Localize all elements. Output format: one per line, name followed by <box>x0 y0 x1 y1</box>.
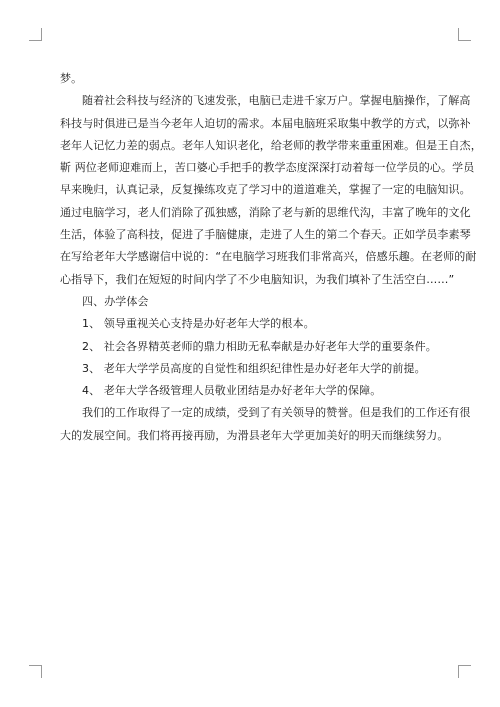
list-item: 2、 社会各界精英老师的鼎力相助无私奉献是办好老年大学的重要条件。 <box>82 339 437 353</box>
document-body <box>60 68 482 447</box>
text-line: 大的发展空间。我们将再接再励，为滑县老年大学更加美好的明天而继续努力。 <box>60 428 449 442</box>
paragraph-continuation: 梦。 <box>60 72 83 85</box>
text-line: 随着社会科技与经济的飞速发张，电脑已走进千家万户。掌握电脑操作，了解高 <box>82 94 471 108</box>
paragraph-learning-experience <box>60 90 482 291</box>
text-line: 老年人记忆力差的弱点。老年人知识老化，给老师的教学带来重重困难。但是王自杰， <box>60 138 482 152</box>
text-line: 生活，体验了高科技，促进了手脑健康，走进了人生的第二个春天。正如学员李素琴 <box>60 228 471 242</box>
text-line: 我们的工作取得了一定的成绩，受到了有关领导的赞誉。但是我们的工作还有很 <box>82 406 471 420</box>
paragraph-conclusion <box>60 402 471 447</box>
list-item: 4、 老年大学各级管理人员敬业团结是办好老年大学的保障。 <box>82 384 382 398</box>
text-line: 心指导下，我们在短短的时间内学了不少电脑知识，为我们填补了生活空白……” <box>60 272 455 286</box>
text-line: 科技与时俱进已是当今老年人迫切的需求。本届电脑班采取集中教学的方式，以弥补 <box>60 116 471 130</box>
text-line: 通过电脑学习，老人们消除了孤独感，消除了老与新的思维代沟，丰富了晚年的文化 <box>60 205 471 219</box>
crop-mark-top-left <box>29 28 42 41</box>
list-item: 3、 老年大学学员高度的自觉性和组织纪律性是办好老年大学的前提。 <box>82 361 426 375</box>
text-line: 靳 两位老师迎难而上，苦口婆心手把手的教学态度深深打动着每一位学员的心。学员 <box>60 161 475 175</box>
numbered-list <box>60 313 450 402</box>
crop-mark-bottom-left <box>29 665 42 678</box>
crop-mark-top-right <box>458 28 471 41</box>
section-heading: 四、办学体会 <box>82 294 149 308</box>
text-line: 在写给老年大学感谢信中说的：“在电脑学习班我们非常高兴，倍感乐趣。在老师的耐 <box>60 250 477 264</box>
list-item: 1、 领导重视关心支持是办好老年大学的根本。 <box>82 317 315 331</box>
text-line: 早来晚归，认真记录，反复操练攻克了学习中的道道难关，掌握了一定的电脑知识。 <box>60 183 471 197</box>
crop-mark-bottom-right <box>458 665 471 678</box>
